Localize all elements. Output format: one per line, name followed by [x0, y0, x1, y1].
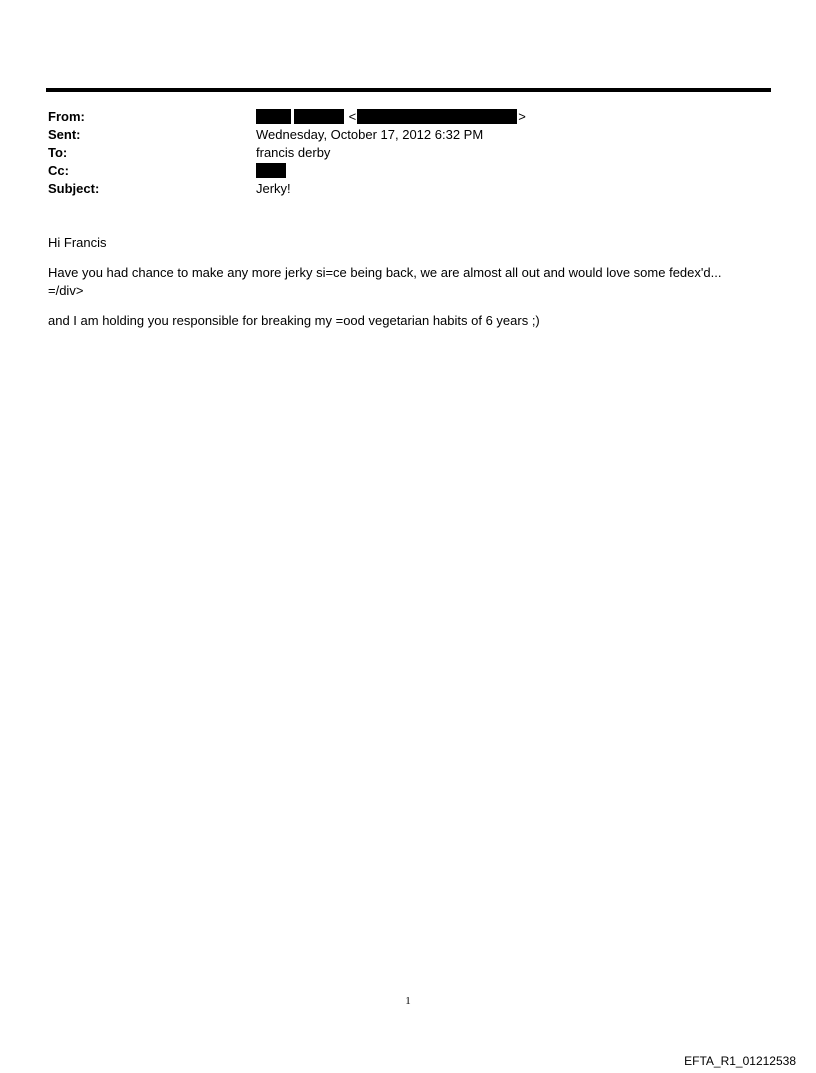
from-close-bracket: >: [518, 109, 526, 124]
sent-value: Wednesday, October 17, 2012 6:32 PM: [256, 127, 484, 142]
page-number: 1: [405, 995, 411, 1007]
document-id: EFTA_R1_01212538: [684, 1054, 796, 1068]
body-paragraph-2: and I am holding you responsible for breaking my =ood vegetarian habits of 6 years ;): [48, 313, 540, 328]
body-paragraph-1: [48, 264, 768, 300]
subject-row: [48, 180, 768, 198]
cc-value: [256, 162, 286, 180]
from-open-bracket: <: [348, 109, 357, 124]
from-label: From:: [48, 109, 85, 124]
body-paragraph-1-line-1: Have you had chance to make any more jerky si=ce being back, we are almost all out and would love some fedex'd...: [48, 265, 722, 280]
sent-label: Sent:: [48, 127, 81, 142]
redacted-email: [357, 109, 517, 124]
to-value: francis derby: [256, 145, 331, 160]
greeting: Hi Francis: [48, 235, 107, 250]
body-paragraph-1-line-2: =/div>: [48, 283, 84, 298]
cc-label: Cc:: [48, 163, 69, 178]
email-header: [48, 108, 768, 198]
from-value: [256, 108, 527, 126]
cc-row: [48, 162, 768, 180]
subject-label: Subject:: [48, 181, 100, 196]
sent-row: [48, 126, 768, 144]
redacted-cc: [256, 163, 286, 178]
header-divider: [46, 88, 771, 92]
email-body: [48, 234, 768, 342]
to-label: To:: [48, 145, 68, 160]
subject-value: Jerky!: [256, 181, 291, 196]
to-row: [48, 144, 768, 162]
from-row: [48, 108, 768, 126]
redacted-last-name: [294, 109, 344, 124]
redacted-first-name: [256, 109, 291, 124]
